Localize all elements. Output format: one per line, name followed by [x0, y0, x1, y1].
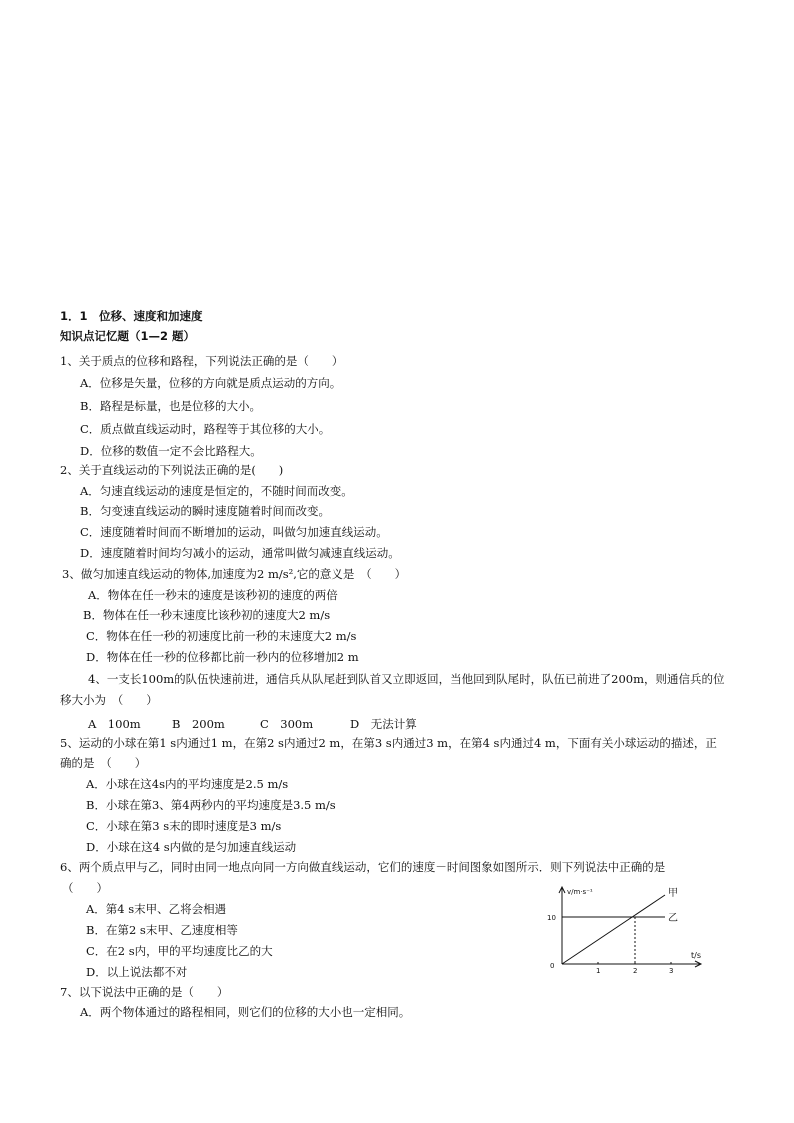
graph-line-jia [562, 895, 665, 964]
question-1-stem: 1、关于质点的位移和路程，下列说法正确的是（ ） [60, 354, 344, 368]
graph-y-label: v/m·s⁻¹ [567, 888, 593, 896]
question-3-option-b: B．物体在任一秒末速度比该秒初的速度大2 m/s [83, 608, 331, 622]
question-4-option-b: B 200m [172, 717, 225, 731]
question-6-option-d: D．以上说法都不对 [86, 965, 188, 979]
question-7-stem: 7、以下说法中正确的是（ ） [60, 985, 229, 999]
section-title: 1．1 位移、速度和加速度 [60, 309, 203, 323]
question-6-option-b: B．在第2 s末甲、乙速度相等 [86, 923, 238, 937]
question-3-option-c: C．物体在任一秒的初速度比前一秒的末速度大2 m/s [86, 629, 357, 643]
question-2-stem: 2、关于直线运动的下列说法正确的是( ) [60, 463, 284, 477]
graph-x-tick-label-2: 2 [633, 967, 638, 974]
graph-origin-label: 0 [550, 962, 555, 970]
question-6-option-a: A．第4 s末甲、乙将会相遇 [86, 902, 227, 916]
question-6-stem-line2: （ ） [62, 881, 108, 895]
question-1-option-c: C．质点做直线运动时，路程等于其位移的大小。 [80, 422, 331, 436]
question-5-option-b: B．小球在第3、第4两秒内的平均速度是3.5 m/s [86, 798, 336, 812]
question-5-option-c: C．小球在第3 s末的即时速度是3 m/s [86, 819, 282, 833]
graph-x-tick-label-3: 3 [669, 967, 674, 974]
question-6-option-c: C．在2 s内，甲的平均速度比乙的大 [86, 944, 273, 958]
question-4-option-c: C 300m [260, 717, 314, 731]
graph-label-yi: 乙 [668, 913, 678, 924]
question-5-option-a: A．小球在这4s内的平均速度是2.5 m/s [86, 777, 289, 791]
question-4-stem-line2: 移大小为 （ ） [60, 693, 158, 707]
section-subtitle: 知识点记忆题（1—2 题） [60, 329, 196, 343]
graph-label-jia: 甲 [668, 888, 678, 899]
question-3-stem: 3、做匀加速直线运动的物体,加速度为2 m/s²,它的意义是 （ ） [62, 567, 407, 581]
question-2-option-b: B．匀变速直线运动的瞬时速度随着时间而改变。 [80, 504, 330, 518]
question-4-stem-line1: 4、一支长100m的队伍快速前进，通信兵从队尾赶到队首又立即返回，当他回到队尾时，队伍已前进了200m，则通信兵的位 [88, 672, 725, 686]
question-4-option-a: A 100m [88, 717, 141, 731]
question-2-option-a: A．匀速直线运动的速度是恒定的，不随时间而改变。 [80, 484, 353, 498]
question-6-stem-line1: 6、两个质点甲与乙，同时由同一地点向同一方向做直线运动，它们的速度－时间图象如图所示．则下列说法中正确的是 [60, 860, 666, 874]
question-4-option-d: D 无法计算 [350, 717, 417, 731]
question-2-option-c: C．速度随着时间而不断增加的运动，叫做匀加速直线运动。 [80, 525, 388, 539]
question-2-option-d: D．速度随着时间均匀减小的运动，通常叫做匀减速直线运动。 [80, 546, 400, 560]
question-5-stem-line1: 5、运动的小球在第1 s内通过1 m，在第2 s内通过2 m，在第3 s内通过3 m，在第4 s内通过4 m，下面有关小球运动的描述，正 [60, 736, 717, 750]
graph-y-tick-label: 10 [547, 914, 556, 922]
question-5-option-d: D．小球在这4 s内做的是匀加速直线运动 [86, 840, 297, 854]
question-1-option-a: A．位移是矢量，位移的方向就是质点运动的方向。 [80, 376, 342, 390]
graph-x-label: t/s [691, 951, 701, 960]
question-3-option-d: D．物体在任一秒的位移都比前一秒内的位移增加2 m [86, 650, 359, 664]
graph-x-tick-label-1: 1 [596, 967, 601, 974]
question-3-option-a: A．物体在任一秒末的速度是该秒初的速度的两倍 [88, 588, 338, 602]
question-1-option-d: D．位移的数值一定不会比路程大。 [80, 444, 262, 458]
question-7-option-a: A．两个物体通过的路程相同，则它们的位移的大小也一定相同。 [80, 1005, 411, 1019]
velocity-time-graph [540, 882, 715, 974]
question-5-stem-line2: 确的是 （ ） [60, 756, 147, 770]
question-1-option-b: B．路程是标量，也是位移的大小。 [80, 399, 261, 413]
